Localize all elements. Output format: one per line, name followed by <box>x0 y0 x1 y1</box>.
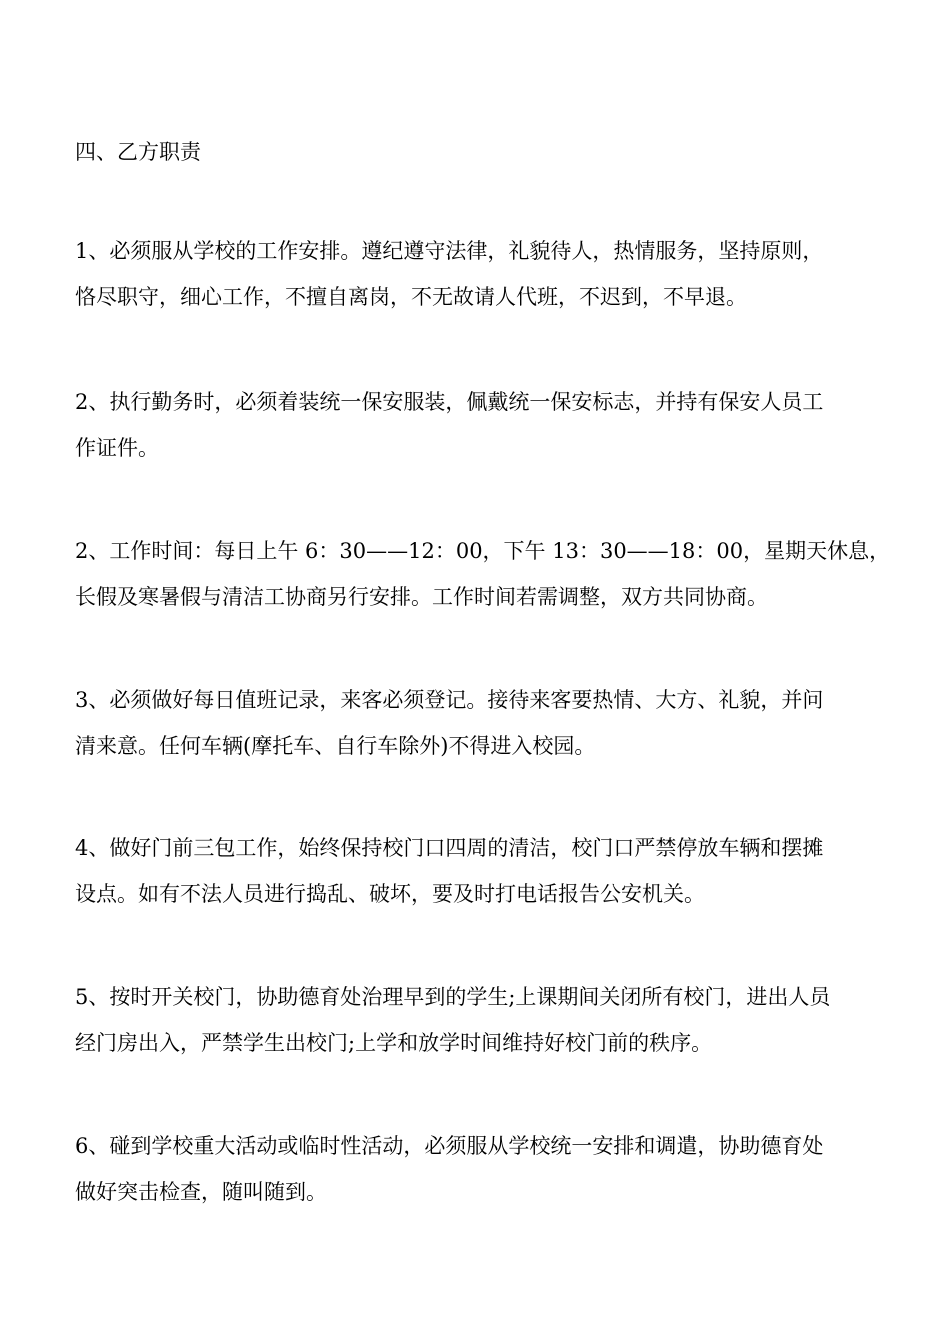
paragraph-line: 作证件。 <box>75 436 159 460</box>
clause-paragraph <box>75 384 880 460</box>
clause-paragraph <box>75 1128 880 1204</box>
section-heading: 四、乙方职责 <box>75 140 201 164</box>
clause-paragraph <box>75 533 891 609</box>
paragraph-line: 6、碰到学校重大活动或临时性活动，必须服从学校统一安排和调遣，协助德育处 <box>75 1134 824 1158</box>
clause-paragraph <box>75 233 880 309</box>
paragraph-line: 做好突击检查，随叫随到。 <box>75 1180 327 1204</box>
paragraph-line: 1、必须服从学校的工作安排。遵纪遵守法律，礼貌待人，热情服务，坚持原则， <box>75 239 824 263</box>
paragraph-line: 经门房出入，严禁学生出校门;上学和放学时间维持好校门前的秩序。 <box>75 1031 713 1055</box>
paragraph-line: 5、按时开关校门，协助德育处治理早到的学生;上课期间关闭所有校门，进出人员 <box>75 985 831 1009</box>
paragraph-line: 恪尽职守，细心工作，不擅自离岗，不无故请人代班，不迟到，不早退。 <box>75 285 747 309</box>
paragraph-line: 2、工作时间：每日上午 6：30——12：00，下午 13：30——18：00，星期天休息， <box>75 539 891 563</box>
clause-paragraph <box>75 979 880 1055</box>
paragraph-line: 4、做好门前三包工作，始终保持校门口四周的清洁，校门口严禁停放车辆和摆摊 <box>75 836 824 860</box>
paragraph-line: 2、执行勤务时，必须着装统一保安服装，佩戴统一保安标志，并持有保安人员工 <box>75 390 824 414</box>
paragraph-line: 3、必须做好每日值班记录，来客必须登记。接待来客要热情、大方、礼貌，并问 <box>75 688 824 712</box>
paragraph-line: 清来意。任何车辆(摩托车、自行车除外)不得进入校园。 <box>75 734 596 758</box>
clause-paragraph <box>75 830 880 906</box>
paragraph-line: 设点。如有不法人员进行捣乱、破坏，要及时打电话报告公安机关。 <box>75 882 705 906</box>
clause-paragraph <box>75 682 880 758</box>
paragraph-line: 长假及寒暑假与清洁工协商另行安排。工作时间若需调整，双方共同协商。 <box>75 585 768 609</box>
